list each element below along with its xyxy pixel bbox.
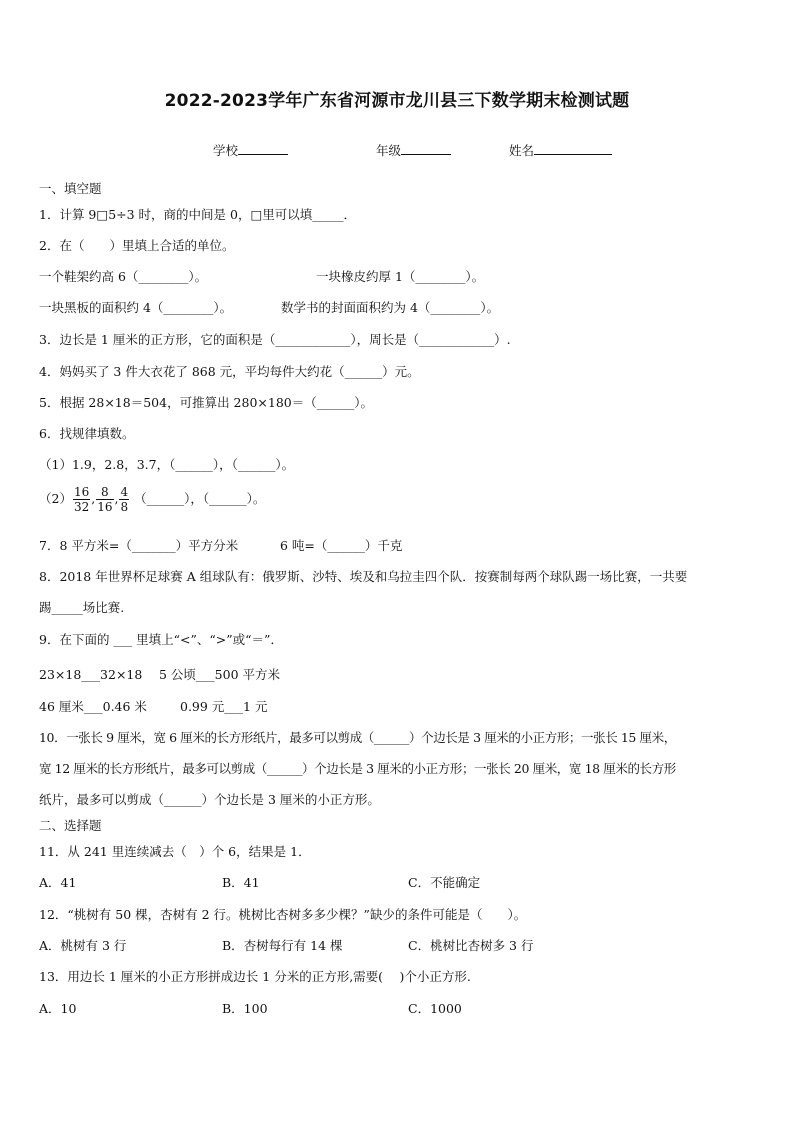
fraction-2-num: 8 (96, 485, 113, 500)
q12-option-a[interactable]: A．桃树有 3 行 (39, 938, 127, 953)
name-field (509, 141, 612, 159)
section-heading-choice: 二、选择题 (39, 818, 102, 833)
q9-item-d: 0.99 元___1 元 (180, 699, 268, 714)
question-2-row-2 (39, 299, 758, 317)
fraction-3-den: 8 (120, 500, 129, 514)
school-blank[interactable] (238, 141, 288, 155)
question-10-line-1: 10．一张长 9 厘米，宽 6 厘米的长方形纸片，最多可以剪成（______）个边长是 3 厘米的小正方形；一张长 15 厘米， (39, 730, 676, 745)
q12-option-b[interactable]: B．杏树每行有 14 棵 (222, 938, 343, 953)
q11-option-c[interactable]: C．不能确定 (408, 875, 481, 890)
fraction-1-den: 32 (73, 500, 90, 514)
question-12: 12．“桃树有 50 棵，杏树有 2 行。桃树比杏树多多少棵？”缺少的条件可能是（ ）。 (39, 907, 527, 922)
q13-option-a[interactable]: A．10 (39, 1001, 77, 1016)
question-10-line-3: 纸片，最多可以剪成（______）个边长是 3 厘米的小正方形。 (39, 792, 380, 807)
q9-item-a: 23×18___32×18 (39, 667, 143, 682)
question-9: 9．在下面的 ___ 里填上“<”、“>”或“＝”． (39, 632, 283, 647)
question-9-row-2 (39, 698, 758, 716)
q2-item-c: 一块黑板的面积约 4（________）。 (39, 300, 233, 315)
question-6-part-1: （1）1.9，2.8，3.7，（______），（______）。 (39, 457, 295, 472)
question-1: 1．计算 9□5÷3 时，商的中间是 0，□里可以填_____． (39, 207, 357, 222)
grade-field (376, 141, 451, 159)
school-label: 学校 (213, 143, 239, 158)
q6b-prefix: （2） (39, 491, 72, 506)
question-2: 2．在（ ）里填上合适的单位。 (39, 238, 235, 253)
student-info-row (0, 141, 794, 161)
fraction-2 (96, 485, 113, 514)
fraction-1 (73, 485, 90, 514)
question-10-line-2: 宽 12 厘米的长方形纸片，最多可以剪成（______）个边长是 3 厘米的小正方形；一张长 20 厘米，宽 18 厘米的长方形 (39, 761, 676, 776)
q11-option-a[interactable]: A．41 (39, 875, 77, 890)
fraction-1-num: 16 (73, 485, 90, 499)
q2-item-b: 一块橡皮约厚 1（________）。 (316, 269, 485, 284)
q11-option-b[interactable]: B．41 (222, 875, 260, 890)
section-heading-fill: 一、填空题 (39, 181, 102, 196)
name-label: 姓名 (509, 143, 535, 158)
question-9-row-1 (39, 666, 758, 684)
question-8-line-2: 踢_____场比赛. (39, 600, 125, 615)
fraction-3-num: 4 (120, 485, 129, 499)
grade-blank[interactable] (401, 141, 451, 155)
question-2-row-1 (39, 268, 758, 286)
q13-option-c[interactable]: C．1000 (408, 1001, 462, 1016)
q13-option-b[interactable]: B．100 (222, 1001, 268, 1016)
q6b-suffix: （______），（______）。 (134, 491, 266, 506)
question-6: 6．找规律填数。 (39, 426, 135, 441)
question-13: 13．用边长 1 厘米的小正方形拼成边长 1 分米的正方形,需要( )个小正方形. (39, 969, 471, 984)
question-6-part-2: （2） $\frac{16}{32}$ , $\frac{8}{16}$ , $\frac{4}{8}$ （______），（______）。 (39, 485, 266, 514)
question-7 (39, 537, 758, 555)
q12-option-c[interactable]: C．桃树比杏树多 3 行 (408, 938, 534, 953)
fraction-3 (119, 485, 129, 514)
grade-label: 年级 (376, 143, 402, 158)
q9-item-c: 46 厘米___0.46 米 (39, 699, 147, 714)
question-11: 11．从 241 里连续减去（ ）个 6，结果是 1． (39, 844, 311, 859)
name-blank[interactable] (534, 141, 612, 155)
fraction-2-den: 16 (97, 500, 113, 514)
question-4: 4．妈妈买了 3 件大衣花了 868 元，平均每件大约花（______）元。 (39, 364, 420, 379)
school-field (213, 141, 288, 159)
q2-item-d: 数学书的封面面积约为 4（________）。 (281, 300, 500, 315)
question-3: 3．边长是 1 厘米的正方形，它的面积是（____________），周长是（____________）. (39, 332, 511, 347)
page-title: 2022-2023学年广东省河源市龙川县三下数学期末检测试题 (164, 91, 630, 111)
q2-item-a: 一个鞋架约高 6（________）。 (39, 269, 208, 284)
q7-part-a: 7．8 平方米=（_______）平方分米 (39, 538, 239, 553)
q9-item-b: 5 公顷___500 平方米 (159, 667, 281, 682)
question-8-line-1: 8．2018 年世界杯足球赛 A 组球队有：俄罗斯、沙特、埃及和乌拉圭四个队．按赛制每两个球队踢一场比赛，一共要 (39, 569, 688, 584)
question-5: 5．根据 28×18＝504，可推算出 280×180＝（______）。 (39, 395, 373, 410)
q7-part-b: 6 吨=（______）千克 (280, 538, 403, 553)
